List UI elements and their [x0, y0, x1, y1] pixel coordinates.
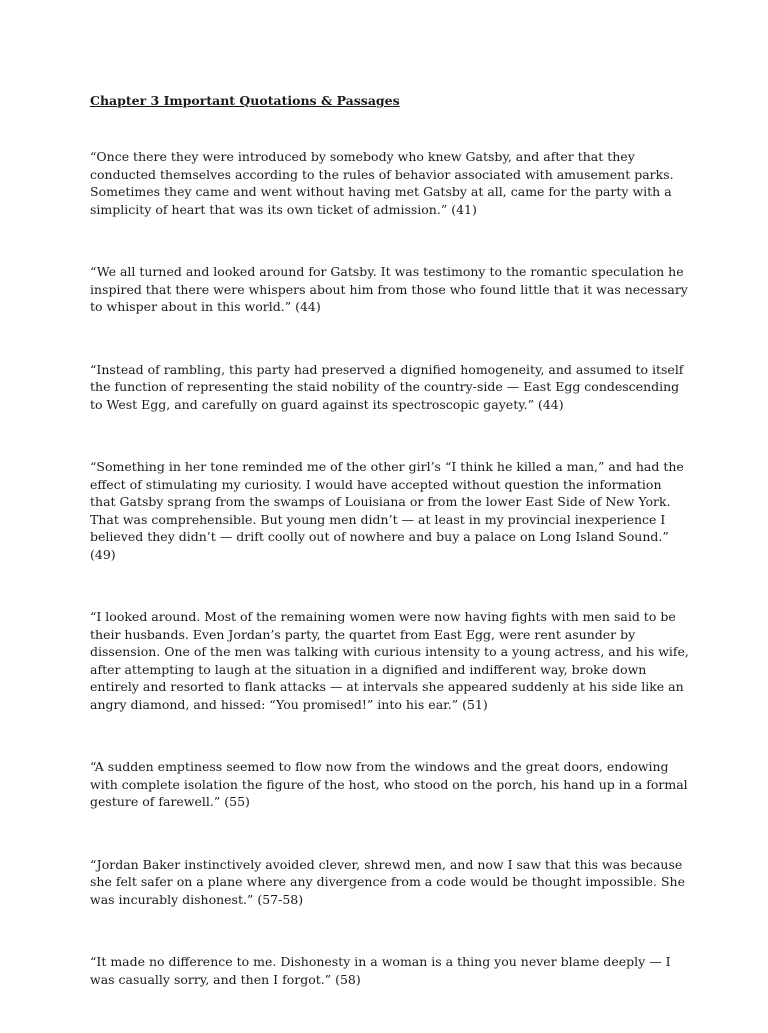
document-page — [90, 92, 690, 1033]
passage-item: “A sudden emptiness seemed to flow now from the windows and the great doors, endowing with complete isolation the figure of the host, who stood on the porch, his hand up in a formal gesture of farewell.” (55) — [90, 759, 688, 809]
passage-item: “Instead of rambling, this party had preserved a dignified homogeneity, and assumed to itself the function of representing the staid nobility of the country-side — East Egg condescending to West Egg, and carefully on guard against its spectroscopic gayety.” (44) — [90, 361, 684, 412]
passage-item: “Something in her tone reminded me of the other girl’s “I think he killed a man,” and had the effect of stimulating my curiosity. I would have accepted without question the information that Gatsby sprang from the swamps of Louisiana or from the lower East Side of New York. That was comprehensible. But young men didn’t — at least in my provincial inexperience I believed they didn’t — drift coolly out of nowhere and buy a palace on Long Island Sound.” (49) — [90, 459, 684, 562]
document-heading: Chapter 3 Important Quotations & Passages — [90, 93, 400, 108]
passage-list — [90, 148, 690, 988]
passage-item: “We all turned and looked around for Gatsby. It was testimony to the romantic speculation he inspired that there were whispers about him from those who found little that it was necessary to whisper about in this world.” (44) — [90, 264, 688, 314]
passage-item: “Once there they were introduced by somebody who knew Gatsby, and after that they conducted themselves according to the rules of behavior associated with amusement parks. Sometimes they came and went without having met Gatsby at all, came for the party with a simplicity of heart that was its own ticket of admission.” (41) — [90, 149, 674, 217]
passage-item: “Jordan Baker instinctively avoided clever, shrewd men, and now I saw that this was because she felt safer on a plane where any divergence from a code would be thought impossible. She was incurably dishonest.” (57-58) — [90, 856, 685, 907]
passage-item: “I looked around. Most of the remaining women were now having fights with men said to be their husbands. Even Jordan’s party, the quartet from East Egg, were rent asunder by dissension. One of the men was talking with curious intensity to a young actress, and his wife, after attempting to laugh at the situation in a dignified and indifferent way, broke down entirely and resorted to flank attacks — at intervals she appeared suddenly at his side like an angry diamond, and hissed: “You promised!” into his ear.” (51) — [90, 609, 689, 712]
passage-item: “It made no difference to me. Dishonesty in a woman is a thing you never blame deeply — I was casually sorry, and then I forgot.” (58) — [90, 954, 671, 987]
